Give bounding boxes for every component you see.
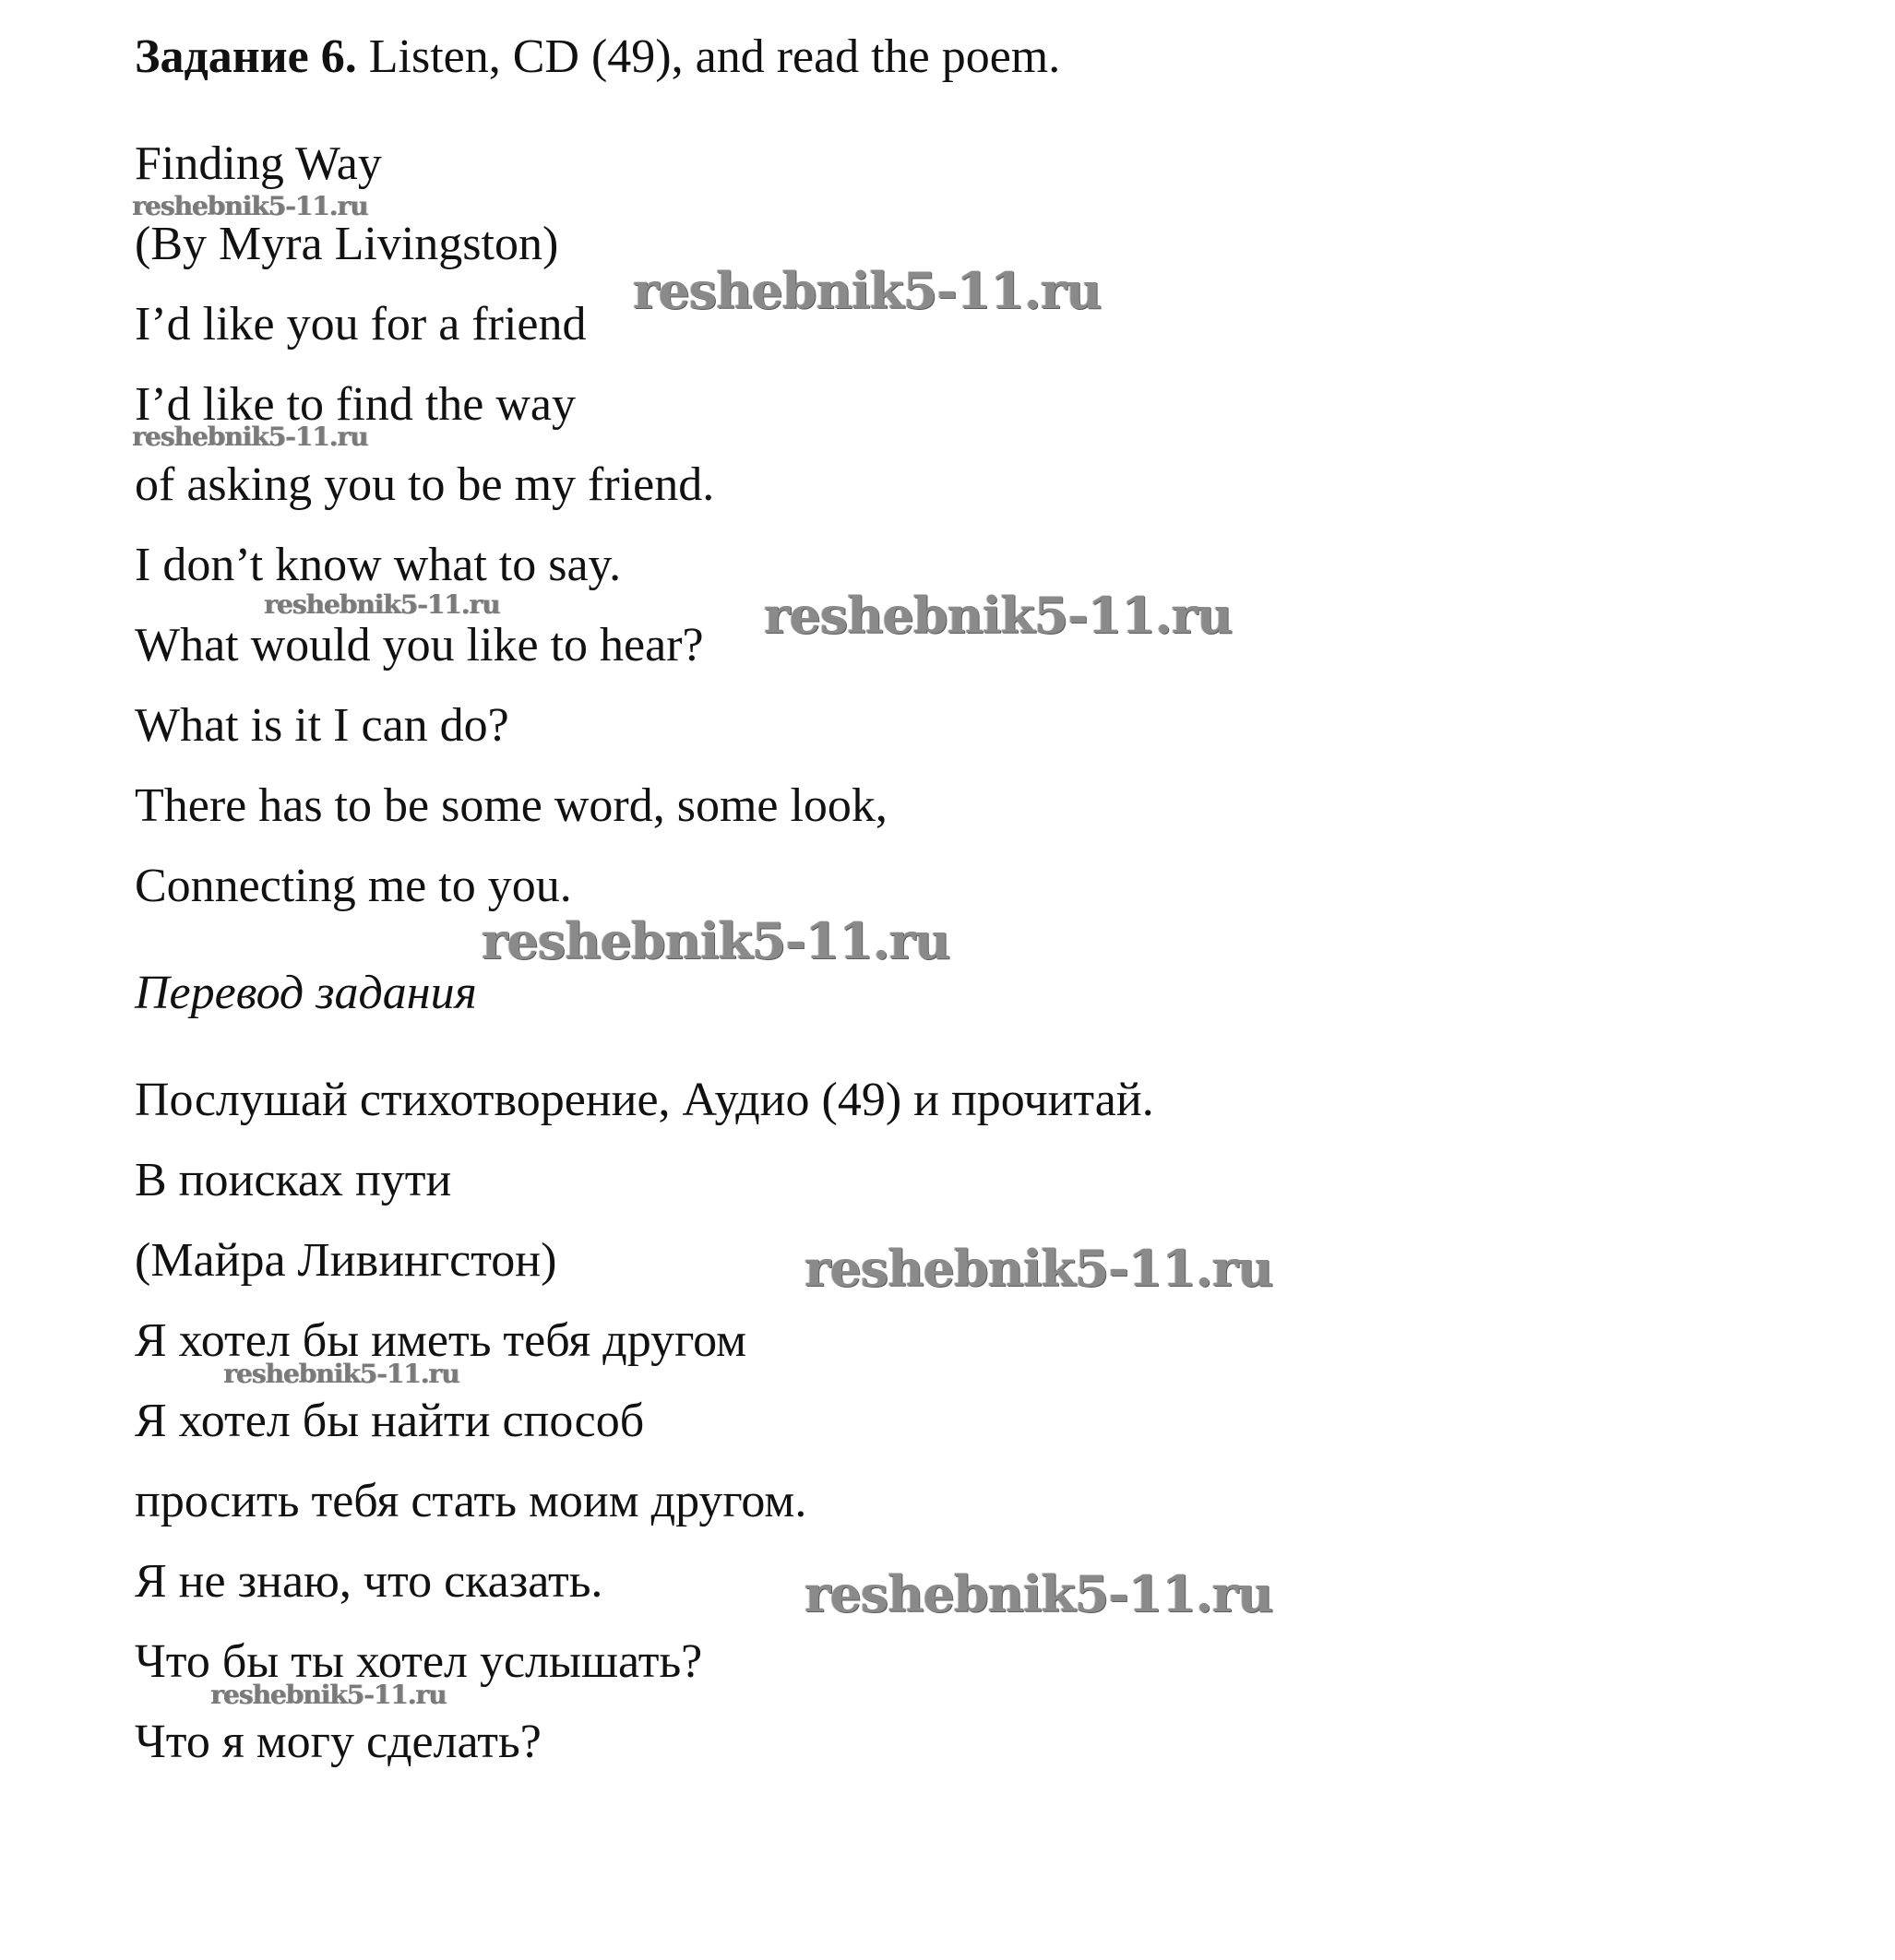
task-header	[135, 30, 1060, 85]
poem-line-1: I’d like you for a friend	[135, 298, 587, 350]
translation-line-5: Что бы ты хотел услышать?	[135, 1635, 703, 1688]
watermark: reshebnik5-11.ru	[633, 261, 1102, 320]
watermark: reshebnik5-11.ru	[804, 1239, 1273, 1298]
poem-line-6: What is it I can do?	[135, 699, 509, 752]
translation-author: (Майра Ливингстон)	[135, 1234, 557, 1287]
translation-line-2: Я хотел бы найти способ	[135, 1395, 645, 1447]
watermark: reshebnik5-11.ru	[264, 589, 500, 620]
watermark: reshebnik5-11.ru	[132, 191, 368, 221]
poem-line-5: What would you like to hear?	[135, 619, 704, 671]
poem-line-8: Connecting me to you.	[135, 860, 572, 912]
task-label: Задание 6.	[135, 30, 357, 83]
watermark: reshebnik5-11.ru	[132, 422, 368, 452]
watermark: reshebnik5-11.ru	[764, 586, 1233, 645]
translation-line-4: Я не знаю, что сказать.	[135, 1555, 603, 1608]
translation-title: В поисках пути	[135, 1154, 452, 1206]
poem-line-2: I’d like to find the way	[135, 378, 576, 431]
translation-line-6: Что я могу сделать?	[135, 1716, 542, 1768]
translation-instruction: Послушай стихотворение, Аудио (49) и прочитай.	[135, 1074, 1154, 1126]
watermark: reshebnik5-11.ru	[804, 1564, 1273, 1623]
task-instruction: Listen, CD (49), and read the poem.	[356, 30, 1061, 83]
watermark: reshebnik5-11.ru	[223, 1359, 459, 1389]
poem-line-4: I don’t know what to say.	[135, 539, 622, 591]
translation-line-1: Я хотел бы иметь тебя другом	[135, 1314, 747, 1367]
translation-line-3: просить тебя стать моим другом.	[135, 1475, 807, 1527]
poem-title: Finding Way	[135, 137, 382, 190]
poem-line-3: of asking you to be my friend.	[135, 458, 715, 511]
watermark: reshebnik5-11.ru	[482, 911, 950, 970]
watermark: reshebnik5-11.ru	[210, 1680, 447, 1710]
poem-line-7: There has to be some word, some look,	[135, 779, 888, 832]
poem-author: (By Myra Livingston)	[135, 218, 559, 270]
translation-heading: Перевод задания	[135, 967, 477, 1019]
